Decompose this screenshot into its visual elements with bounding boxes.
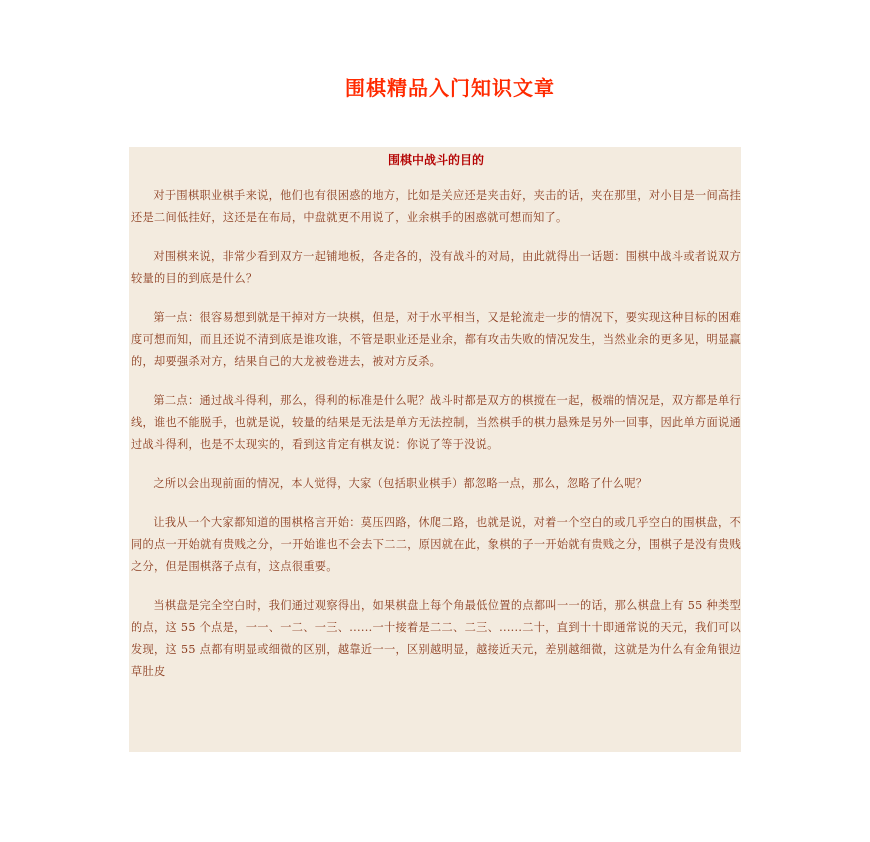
article-paragraph: 第一点：很容易想到就是干掉对方一块棋，但是，对于水平相当，又是轮流走一步的情况下，要实现这种目标的困难度可想而知，而且还说不清到底是谁攻谁，不管是职业还是业余，都有攻击失败的情况发生，当然业余的更多见，明显赢的，却要强杀对方，结果自己的大龙被卷进去，被对方反杀。 bbox=[131, 311, 741, 368]
article-paragraph: 让我从一个大家都知道的围棋格言开始：莫压四路，休爬二路，也就是说，对着一个空白的或几乎空白的围棋盘，不同的点一开始就有贵贱之分，一开始谁也不会去下二二，原因就在此，象棋的子一开始就有贵贱之分，围棋子是没有贵贱之分，但是围棋落子点有，这点很重要。 bbox=[131, 516, 741, 573]
article-paragraph: 当棋盘是完全空白时，我们通过观察得出，如果棋盘上每个角最低位置的点都叫一一的话，那么棋盘上有 55 种类型的点，这 55 个点是，一一、一二、一三、......一十接着是二二、二三、......二十，直到十十即通常说的天元，我们可以发现，这 55 点都有明显或细微的区别，越靠近一一，区别越明显，越接近天元，差别越细微，这就是为什么有金角银边草肚皮 bbox=[131, 599, 741, 678]
article-paragraph: 第二点：通过战斗得利，那么，得利的标准是什么呢？战斗时都是双方的棋搅在一起，极端的情况是，双方都是单行线，谁也不能脱手，也就是说，较量的结果是无法是单方无法控制，当然棋手的棋力悬殊是另外一回事，因此单方面说通过战斗得利，也是不太现实的，看到这肯定有棋友说：你说了等于没说。 bbox=[131, 394, 741, 451]
article-paragraph: 对于围棋职业棋手来说，他们也有很困惑的地方，比如是关应还是夹击好，夹击的话，夹在那里，对小目是一间高挂还是二间低挂好，这还是在布局，中盘就更不用说了，业余棋手的困惑就可想而知了。 bbox=[131, 189, 741, 224]
document-title: 围棋精品入门知识文章 bbox=[345, 76, 555, 100]
article-heading: 围棋中战斗的目的 bbox=[387, 153, 484, 167]
article-paragraph: 之所以会出现前面的情况，本人觉得，大家（包括职业棋手）都忽略一点，那么，忽略了什么呢？ bbox=[153, 477, 648, 490]
article-panel bbox=[129, 147, 741, 752]
article-paragraph: 对围棋来说，非常少看到双方一起铺地板，各走各的，没有战斗的对局，由此就得出一话题：围棋中战斗或者说双方较量的目的到底是什么？ bbox=[131, 250, 741, 285]
